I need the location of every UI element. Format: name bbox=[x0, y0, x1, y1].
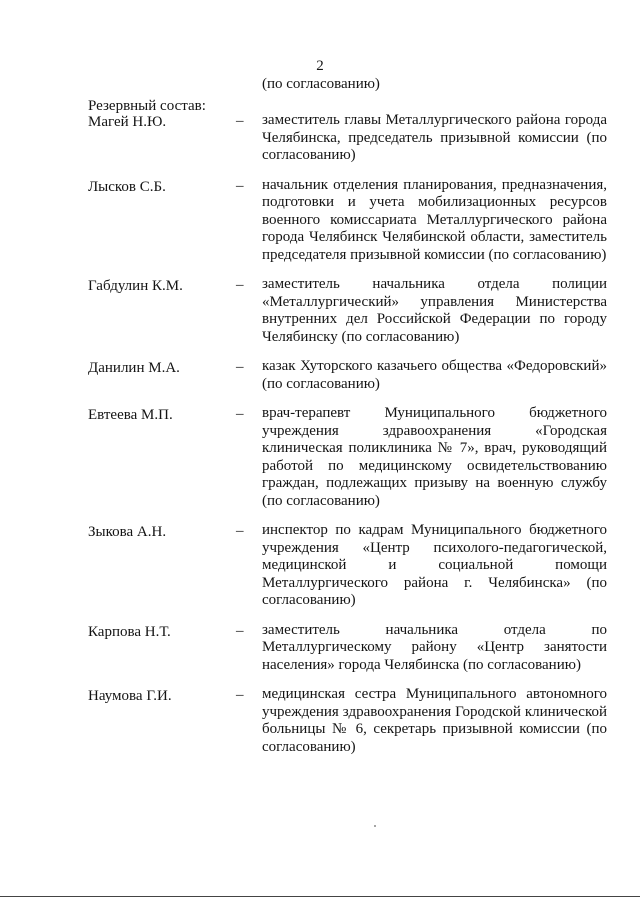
member-entry bbox=[0, 276, 640, 346]
member-entry bbox=[0, 358, 640, 393]
member-entry bbox=[0, 112, 640, 165]
member-name: Габдулин К.М. bbox=[88, 278, 183, 294]
dash-separator: – bbox=[236, 113, 244, 129]
page-number: 2 bbox=[316, 58, 324, 74]
member-description: врач-терапевт Муниципального бюджетного учреждения здравоохранения «Городская клиническая поликлиника № 7», врач, руководящий работой по медицинскому освидетельствованию граждан, подлежащих призыву на военную службу (по согласованию) bbox=[262, 405, 607, 509]
member-description: медицинская сестра Муниципального автономного учреждения здравоохранения Городской клинической больницы № 6, секретарь призывной комиссии (по согласованию) bbox=[262, 686, 607, 755]
member-description: заместитель начальника отдела по Металлургическому району «Центр занятости населения» города Челябинска (по согласованию) bbox=[262, 621, 607, 673]
member-name: Евтеева М.П. bbox=[88, 407, 173, 423]
member-name: Данилин М.А. bbox=[88, 360, 180, 376]
reserve-heading: Резервный состав: bbox=[88, 98, 206, 114]
dash-separator: – bbox=[236, 622, 244, 639]
continued-note: (по согласованию) bbox=[262, 76, 380, 92]
scan-speck bbox=[374, 825, 376, 827]
member-entry bbox=[0, 522, 640, 610]
member-list bbox=[0, 112, 640, 768]
dash-separator: – bbox=[236, 177, 244, 194]
member-description: заместитель главы Металлургического района города Челябинска, председатель призывной комиссии (по согласованию) bbox=[262, 112, 607, 163]
member-name: Магей Н.Ю. bbox=[88, 114, 167, 130]
member-description: казак Хуторского казачьего общества «Федоровский» (по согласованию) bbox=[262, 358, 607, 392]
member-entry bbox=[0, 686, 640, 756]
member-description: заместитель начальника отдела полиции «Металлургический» управления Министерства внутренних дел Российской Федерации по городу Челябинску (по согласованию) bbox=[262, 276, 607, 345]
member-description: инспектор по кадрам Муниципального бюджетного учреждения «Центр психолого-педагогической, медицинской и социальной помощи Металлургического района г. Челябинска» (по согласованию) bbox=[262, 522, 607, 608]
member-description: начальник отделения планирования, предназначения, подготовки и учета мобилизационных ресурсов военного комиссариата Металлургического района города Челябинск Челябинской области, заместитель председателя призывной комиссии (по согласованию) bbox=[262, 176, 607, 263]
member-entry bbox=[0, 405, 640, 510]
dash-separator: – bbox=[236, 687, 244, 703]
bottom-page-edge bbox=[0, 896, 640, 897]
member-entry bbox=[0, 177, 640, 265]
member-name: Зыкова А.Н. bbox=[88, 524, 167, 540]
dash-separator: – bbox=[236, 523, 244, 539]
dash-separator: – bbox=[236, 359, 244, 375]
member-name: Наумова Г.И. bbox=[88, 688, 172, 704]
member-name: Лысков С.Б. bbox=[88, 178, 166, 195]
dash-separator: – bbox=[236, 277, 244, 293]
member-entry bbox=[0, 622, 640, 675]
member-name: Карпова Н.Т. bbox=[88, 623, 171, 640]
dash-separator: – bbox=[236, 406, 244, 422]
